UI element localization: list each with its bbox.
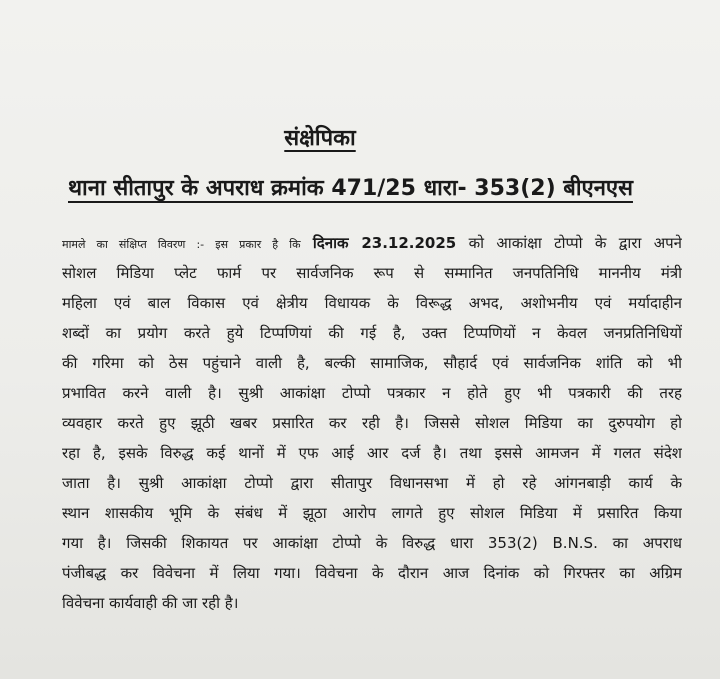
body-line-1-rest: को आकांक्षा टोप्पो के द्वारा अपने	[468, 234, 682, 252]
body-line: पंजीबद्ध कर विवेचना में लिया गया। विवेचना के दौरान आज दिनांक को गिरफ्तर का अग्रिम	[62, 564, 682, 582]
body-line: स्थान शासकीय भूमि के संबंध में झूठा आरोप लागते हुए सोशल मिडिया में प्रसारित किया	[62, 504, 682, 522]
body-line: महिला एवं बाल विकास एवं क्षेत्रीय विधायक के विरूद्ध अभद, अशोभनीय एवं मर्यादाहीन	[62, 294, 682, 312]
body-line: व्यवहार करते हुए झूठी खबर प्रसारित कर रही है। जिससे सोशल मिडिया का दुरुपयोग हो	[62, 414, 682, 432]
body-line-1	[62, 228, 682, 258]
summary-prefix: मामले का संक्षिप्त विवरण :- इस प्रकार है कि	[62, 238, 301, 251]
incident-date: दिनाक 23.12.2025	[312, 234, 457, 252]
body-line: प्रभावित करने वाली है। सुश्री आकांक्षा टोप्पो पत्रकार न होते हुए भी पत्रकारी की तरह	[62, 384, 682, 402]
body-line: रहा है, इसके विरुद्ध कई थानों में एफ आई आर दर्ज है। तथा इससे आमजन में गलत संदेश	[62, 444, 682, 462]
body-line: सोशल मिडिया प्लेट फार्म पर सार्वजनिक रूप से सम्मानित जनपतिनिधि माननीय मंत्री	[62, 264, 682, 282]
case-summary-body	[62, 228, 682, 618]
body-line: की गरिमा को ठेस पहुंचाने वाली है, बल्की सामाजिक, सौहार्द एवं सार्वजनिक शांति को भी	[62, 354, 682, 372]
body-line: गया है। जिसकी शिकायत पर आकांक्षा टोप्पो के विरुद्ध धारा 353(2) B.N.S. का अपराध	[62, 534, 682, 552]
body-line: जाता है। सुश्री आकांक्षा टोप्पो द्वारा सीतापुर विधानसभा में हो रहे आंगनबाड़ी कार्य के	[62, 474, 682, 492]
summary-heading	[0, 122, 720, 152]
summary-heading-text: संक्षेपिका	[284, 126, 356, 151]
body-line-last: विवेचना कार्यवाही की जा रही है।	[62, 594, 239, 612]
body-line: शब्दों का प्रयोग करते हुये टिप्पणियां की गई है, उक्त टिप्पणियों न केवल जनप्रतिनिधियों	[62, 324, 682, 342]
case-title: थाना सीतापुर के अपराध क्रमांक 471/25 धारा- 353(2) बीएनएस	[68, 176, 633, 201]
